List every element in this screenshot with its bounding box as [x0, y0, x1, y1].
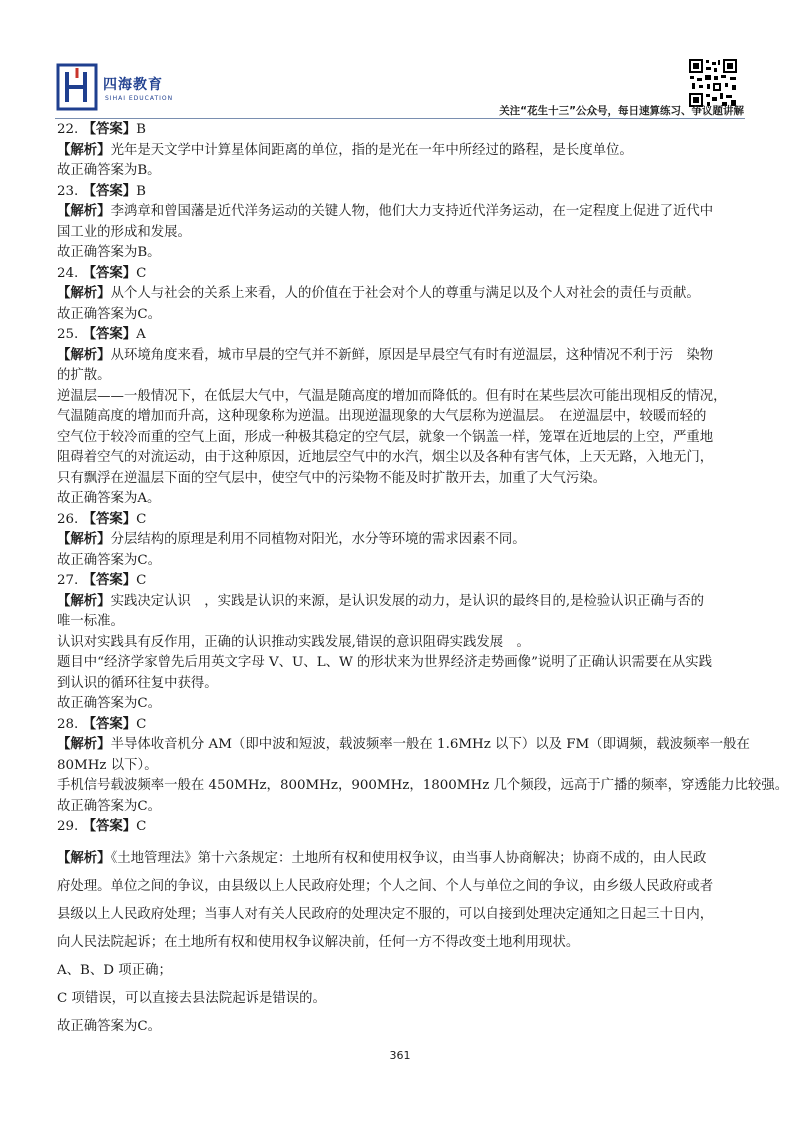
analysis-text-line — [57, 448, 747, 469]
answer-item — [57, 510, 747, 572]
logo-mark-icon — [55, 62, 99, 112]
answer-item — [57, 571, 747, 715]
answer-label: 【答案】 — [82, 573, 137, 588]
analysis-text: 故正确答案为C。 — [57, 1018, 161, 1034]
analysis-text: 故正确答案为C。 — [57, 798, 161, 814]
analysis-label: 【解析】 — [57, 204, 111, 219]
answer-label: 【答案】 — [82, 183, 137, 199]
analysis-label: 【解析】 — [57, 593, 111, 609]
answer-line — [57, 715, 747, 736]
analysis-text: 李鸿章和曾国藩是近代洋务运动的关键人物，他们大力支持近代洋务运动，在一定程度上促进了近代中 — [110, 204, 714, 219]
analysis-text-line — [57, 305, 747, 326]
qr-code-icon — [688, 58, 738, 108]
analysis-text: C 项错误，可以直接去县法院起诉是错误的。 — [57, 990, 326, 1006]
answer-value: C — [136, 716, 147, 732]
analysis-label: 【解析】 — [57, 850, 111, 866]
logo-subtext: SIHAI EDUCATION — [105, 95, 174, 102]
analysis-text: 手机信号载波频率一般在 450MHz，800MHz，900MHz，1800MHz 几个频段，远高于广播的频率，穿透能力比较强。 — [57, 778, 789, 793]
answer-item — [57, 325, 747, 510]
analysis-text-line — [57, 776, 789, 797]
question-number: 28. — [57, 716, 79, 732]
analysis-label: 【解析】 — [57, 286, 111, 301]
analysis-text-line — [57, 223, 747, 244]
answer-value: B — [136, 183, 146, 199]
analysis-text-line — [57, 957, 747, 985]
answer-line — [57, 325, 747, 346]
analysis-label: 【解析】 — [57, 142, 111, 158]
analysis-text-line — [57, 797, 747, 818]
analysis-label: 【解析】 — [57, 737, 111, 752]
analysis-text: 府处理。单位之间的争议，由县级以上人民政府处理；个人之间、个人与单位之间的争议，由乡级人民政府或者 — [57, 878, 714, 894]
analysis-text: 到认识的循环往复中获得。 — [57, 675, 218, 691]
answer-label: 【答案】 — [82, 265, 137, 281]
analysis-line — [57, 530, 747, 551]
analysis-text-line — [57, 756, 747, 777]
analysis-line — [57, 141, 747, 162]
answer-value: C — [136, 573, 147, 588]
analysis-text-line — [57, 694, 747, 715]
analysis-text-line — [57, 387, 747, 408]
answer-line — [57, 510, 747, 531]
analysis-line — [57, 735, 750, 756]
question-number: 23. — [57, 183, 79, 199]
answer-value: C — [136, 265, 147, 281]
answer-value: B — [136, 122, 146, 137]
analysis-label: 【解析】 — [57, 532, 111, 547]
analysis-text: 分层结构的原理是利用不同植物对阳光，水分等环境的需求因素不同。 — [110, 532, 526, 547]
page-header — [0, 0, 800, 118]
analysis-text: 故正确答案为B。 — [57, 163, 161, 178]
analysis-text: 光年是天文学中计算星体间距离的单位，指的是光在一年中所经过的路程，是长度单位。 — [110, 142, 633, 158]
analysis-text: 认识对实践具有反作用，正确的认识推动实践发展,错误的意识阻碍实践发展 。 — [57, 634, 530, 650]
analysis-text: 《土地管理法》第十六条规定：土地所有权和使用权争议，由当事人协商解决；协商不成的，由人民政 — [110, 850, 707, 866]
analysis-text-line — [57, 653, 747, 674]
header-slogan: 关注“花生十三”公众号，每日速算练习、争议题讲解 — [499, 105, 744, 117]
analysis-text: 从个人与社会的关系上来看，人的价值在于社会对个人的尊重与满足以及个人对社会的责任与贡献。 — [110, 286, 700, 301]
answer-value: C — [136, 511, 147, 527]
answer-item — [57, 182, 747, 264]
analysis-line — [57, 284, 747, 305]
answer-label: 【答案】 — [82, 122, 137, 137]
header-divider — [55, 118, 745, 119]
analysis-text-line — [57, 469, 747, 490]
answer-item — [57, 817, 747, 1041]
answer-line — [57, 571, 747, 592]
answer-content — [57, 120, 789, 1041]
answer-item — [57, 120, 747, 182]
analysis-line — [57, 845, 747, 873]
analysis-text: 只有飘浮在逆温层下面的空气层中，使空气中的污染物不能及时扩散开去，加重了大气污染。 — [57, 470, 607, 486]
page-number: 361 — [389, 1049, 411, 1062]
analysis-text: 国工业的形成和发展。 — [57, 224, 191, 240]
answer-label: 【答案】 — [82, 819, 137, 834]
analysis-text-line — [57, 674, 747, 695]
analysis-text: A、B、D 项正确； — [57, 962, 172, 978]
analysis-text: 的扩散。 — [57, 368, 111, 383]
analysis-text-line — [57, 243, 747, 264]
analysis-text: 题目中“经济学家曾先后用英文字母 V、U、L、W 的形状来为世界经济走势画像”说明了正确认识需要在从实践 — [57, 655, 712, 670]
analysis-text: 逆温层——一般情况下，在低层大气中，气温是随高度的增加而降低的。但有时在某些层次可能出现相反的情况， — [57, 388, 727, 404]
answer-label: 【答案】 — [82, 716, 137, 732]
analysis-line — [57, 202, 747, 223]
analysis-text-line — [57, 489, 747, 510]
analysis-text-line — [57, 985, 747, 1013]
analysis-text: 故正确答案为C。 — [57, 696, 161, 711]
analysis-text-line — [57, 633, 747, 654]
question-number: 24. — [57, 265, 79, 281]
answer-item — [57, 715, 789, 818]
analysis-text-line — [57, 1013, 747, 1041]
analysis-line — [57, 592, 747, 613]
analysis-text-line — [57, 551, 747, 572]
analysis-text: 唯一标准。 — [57, 614, 124, 629]
analysis-text: 故正确答案为B。 — [57, 245, 161, 260]
analysis-label: 【解析】 — [57, 347, 111, 363]
analysis-text: 空气位于较冷而重的空气上面，形成一种极其稳定的空气层，就象一个锅盖一样，笼罩在近地层的上空，严重地 — [57, 429, 714, 445]
analysis-text-line — [57, 428, 747, 449]
answer-label: 【答案】 — [82, 511, 137, 527]
analysis-text: 气温随高度的增加而升高，这种现象称为逆温。出现逆温现象的大气层称为逆温层。 在逆温层中，较暖而轻的 — [57, 409, 707, 424]
analysis-line — [57, 346, 747, 367]
answer-item — [57, 264, 747, 326]
question-number: 26. — [57, 511, 79, 527]
analysis-text-line — [57, 873, 747, 901]
logo-text: 四海教育 — [103, 77, 163, 93]
analysis-text: 80MHz 以下）。 — [57, 757, 158, 773]
answer-value: C — [136, 819, 147, 834]
analysis-text-line — [57, 612, 747, 633]
question-number: 29. — [57, 819, 79, 834]
analysis-text: 县级以上人民政府处理；当事人对有关人民政府的处理决定不服的，可以自接到处理决定通知之日起三十日内， — [57, 906, 714, 922]
analysis-text-line — [57, 901, 747, 929]
analysis-text-line — [57, 929, 747, 957]
analysis-text: 半导体收音机分 AM（即中波和短波，载波频率一般在 1.6MHz 以下）以及 FM（即调频，载波频率一般在 — [110, 737, 750, 752]
analysis-text: 实践决定认识 ，实践是认识的来源，是认识发展的动力，是认识的最终目的,是检验认识正确与否的 — [110, 593, 705, 609]
analysis-text: 向人民法院起诉；在土地所有权和使用权争议解决前，任何一方不得改变土地利用现状。 — [57, 934, 580, 950]
answer-line — [57, 182, 747, 203]
answer-label: 【答案】 — [82, 327, 137, 342]
analysis-text: 故正确答案为A。 — [57, 491, 161, 506]
answer-line — [57, 264, 747, 285]
analysis-text-line — [57, 161, 747, 182]
question-number: 22. — [57, 122, 79, 137]
analysis-text: 阻碍着空气的对流运动，由于这种原因，近地层空气中的水汽，烟尘以及各种有害气体，上天无路，入地无门， — [57, 450, 714, 465]
answer-line — [57, 817, 747, 838]
question-number: 25. — [57, 327, 79, 342]
question-number: 27. — [57, 573, 79, 588]
analysis-text-line — [57, 366, 747, 387]
analysis-text-line — [57, 407, 747, 428]
analysis-text: 故正确答案为C。 — [57, 306, 161, 322]
answer-value: A — [136, 327, 146, 342]
answer-line — [57, 120, 747, 141]
analysis-text: 从环境角度来看，城市早晨的空气并不新鲜，原因是早晨空气有时有逆温层，这种情况不利于污 染物 — [110, 347, 714, 363]
analysis-text: 故正确答案为C。 — [57, 552, 161, 568]
logo — [55, 62, 195, 116]
